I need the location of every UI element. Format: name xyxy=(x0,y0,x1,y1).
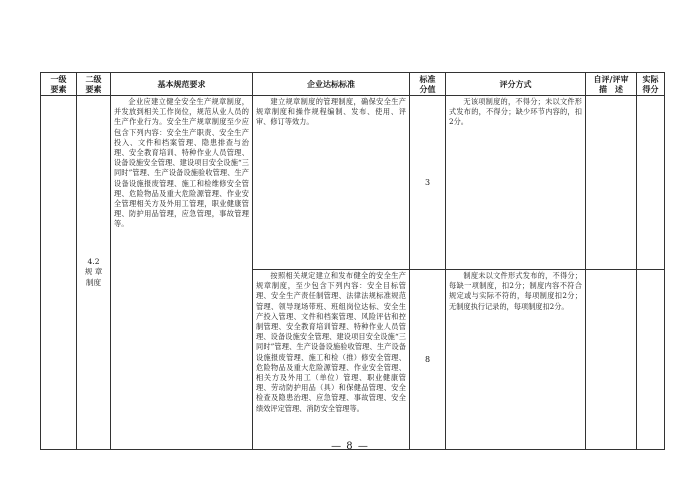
basic-requirement-text: 企业应建立健全安全生产规章制度，并发放到相关工作岗位，规范从业人员的生产作业行为。安全生产规章制度至少应包含下列内容：安全生产职责、安全生产投入、文件和档案管理、隐患排查与治理、安全教育培训、特种作业人员管理、设备设施安全管理、建设项目安全设施“三同时”管理、生产设备设施验收管理、生产设备设施报废管理、施工和检维修安全管理、危险物品及重大危险源管理、作业安全管理相关方及外用工管理，职业健康管理、防护用品管理，应急管理，事故管理等。 xyxy=(114,97,249,229)
level2-element-cell: 4.2 规 章 制度 xyxy=(77,96,111,450)
table-row xyxy=(41,96,665,270)
header-compliance-standard: 企业达标标准 xyxy=(253,73,410,96)
header-scoring-method: 评分方式 xyxy=(446,73,586,96)
self-assessment-cell xyxy=(586,96,637,270)
header-level2-element: 二级 要素 xyxy=(77,73,111,96)
standard-cell xyxy=(253,96,410,270)
header-row xyxy=(41,73,665,96)
standard-text: 建立规章制度的管理制度，确保安全生产规章制度和操作规程编制、发布、使用、评审、修订等效力。 xyxy=(256,97,406,127)
level1-element-cell xyxy=(41,96,77,450)
header-level1-element: 一级 要素 xyxy=(41,73,77,96)
header-actual-score: 实际 得分 xyxy=(637,73,665,96)
header-basic-requirement: 基本规范要求 xyxy=(111,73,253,96)
page-number: — 8 — xyxy=(331,441,369,452)
scoring-method-cell xyxy=(446,270,586,450)
scoring-method-text: 无该项制度的，不得分；未以文件形式发布的，不得分；缺少环节内容的，扣2分。 xyxy=(449,97,582,127)
standard-cell xyxy=(253,270,410,450)
header-self-assessment: 自评/评审 描 述 xyxy=(586,73,637,96)
standard-text: 按照相关规定建立和发布健全的安全生产规章制度，至少包含下列内容：安全目标管理、安全生产责任制管理、法律法规标准规范管理、领导现场带班、班组岗位达标、安全生产投入管理、文件和档案管理、风险评估和控制管理、安全教育培训管理、特种作业人员管理、设备设施安全管理、建设项目安全设施“三同时”管理、生产设备设施验收管理、生产设备设施报废管理、施工和检（推）修安全管理、危险物品及重大危险源管理、作业安全管理、相关方及外用工（单位）管理、职业健康管理、劳动防护用品（具）和保健品管理、安全检查及隐患治理、应急管理、事故管理、安全绩效评定管理、消防安全管理等。 xyxy=(256,271,406,413)
scoring-method-text: 制度未以文件形式发布的，不得分；每缺一项制度，扣2分；制度内容不符合规定或与实际不符的，每项制度扣2分；无制度执行记录的，每项制度扣2分。 xyxy=(449,271,582,311)
standard-score-cell: 8 xyxy=(410,270,446,450)
actual-score-cell xyxy=(637,270,665,450)
header-standard-score: 标准 分值 xyxy=(410,73,446,96)
scoring-method-cell xyxy=(446,96,586,270)
standards-table xyxy=(40,72,665,450)
basic-requirement-cell xyxy=(111,96,253,450)
self-assessment-cell xyxy=(586,270,637,450)
actual-score-cell xyxy=(637,96,665,270)
standard-score-cell: 3 xyxy=(410,96,446,270)
